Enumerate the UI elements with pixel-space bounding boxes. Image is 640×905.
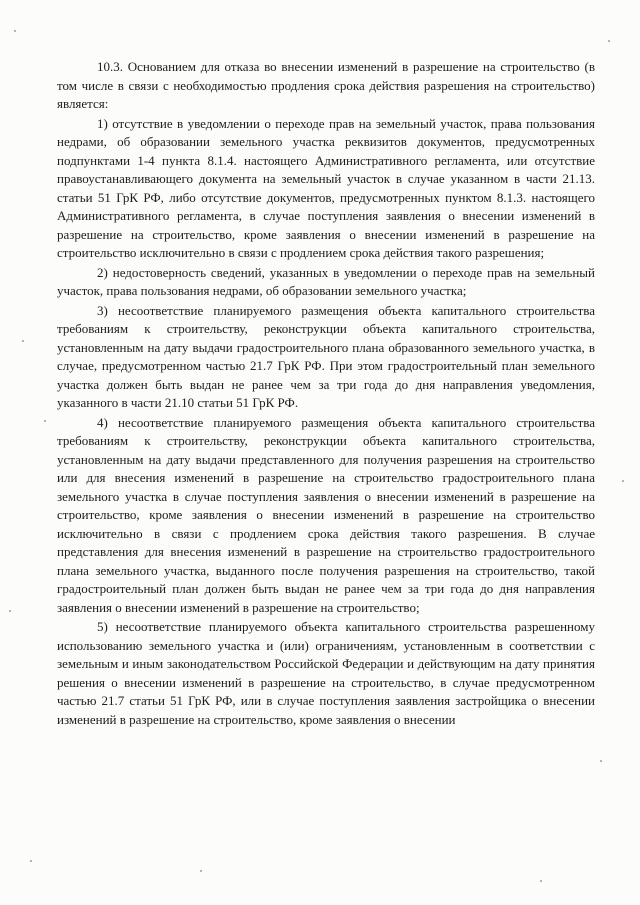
document-body [57,58,595,729]
paragraph-item-4: 4) несоответствие планируемого размещения объекта капитального строительства требованиям к строительству, реконструкции объекта капитального строительства, установленным на дату выдачи представленного для получения разрешения на строительство или для внесения изменений в разрешение на строительство градостроительного плана земельного участка в случае поступления заявления о внесении изменений в разрешение на строительство, кроме заявления о внесении изменений в разрешение на строительство исключительно в связи с продлением срока действия такого разрешения. В случае представления для внесения изменений в разрешение на строительство градостроительного плана земельного участка, выданного после получения разрешения на строительство, такой градостроительный план должен быть выдан не ранее чем за три года до дня направления заявления о внесении изменений в разрешение на строительство; [57,414,595,615]
paragraph-item-2: 2) недостоверность сведений, указанных в уведомлении о переходе прав на земельный участок, права пользования недрами, об образовании земельного участка; [57,264,595,298]
paragraph-item-3: 3) несоответствие планируемого размещения объекта капитального строительства требованиям к строительству, реконструкции объекта капитального строительства, установленным на дату выдачи градостроительного плана образованного земельного участка, в случае, предусмотренном частью 21.7 ГрК РФ. При этом градостроительный план земельного участка должен быть выдан не ранее чем за три года до дня направления уведомления, указанного в части 21.10 статьи 51 ГрК РФ. [57,302,595,410]
paragraph-10-3: 10.3. Основанием для отказа во внесении изменений в разрешение на строительство (в том числе в связи с необходимостью продления срока действия разрешения на строительство) является: [57,59,595,111]
paragraph-item-1: 1) отсутствие в уведомлении о переходе прав на земельный участок, права пользования недрами, об образовании земельного участка реквизитов документов, предусмотренных подпунктами 1-4 пункта 8.1.4. настоящего Административного регламента, или отсутствие правоустанавливающего документа на земельный участок в случае указанном в части 21.13. статьи 51 ГрК РФ, либо отсутствие документов, предусмотренных пунктом 8.1.3. настоящего Административного регламента, в случае поступления заявления о внесении изменений в разрешение на строительство, кроме заявления о внесении изменений в разрешение на строительство исключительно в связи с продлением срока действия такого разрешения; [57,115,595,260]
paragraph-item-5: 5) несоответствие планируемого объекта капитального строительства разрешенному использованию земельного участка и (или) ограничениям, установленным в соответствии с земельным и иным законодательством Российской Федерации и действующим на дату принятия решения о внесении изменений в разрешение на строительство, в случае предусмотренном частью 21.7 статьи 51 ГрК РФ, или в случае поступления заявления застройщика о внесении изменений в разрешение на строительство, кроме заявления о внесении [57,619,595,727]
